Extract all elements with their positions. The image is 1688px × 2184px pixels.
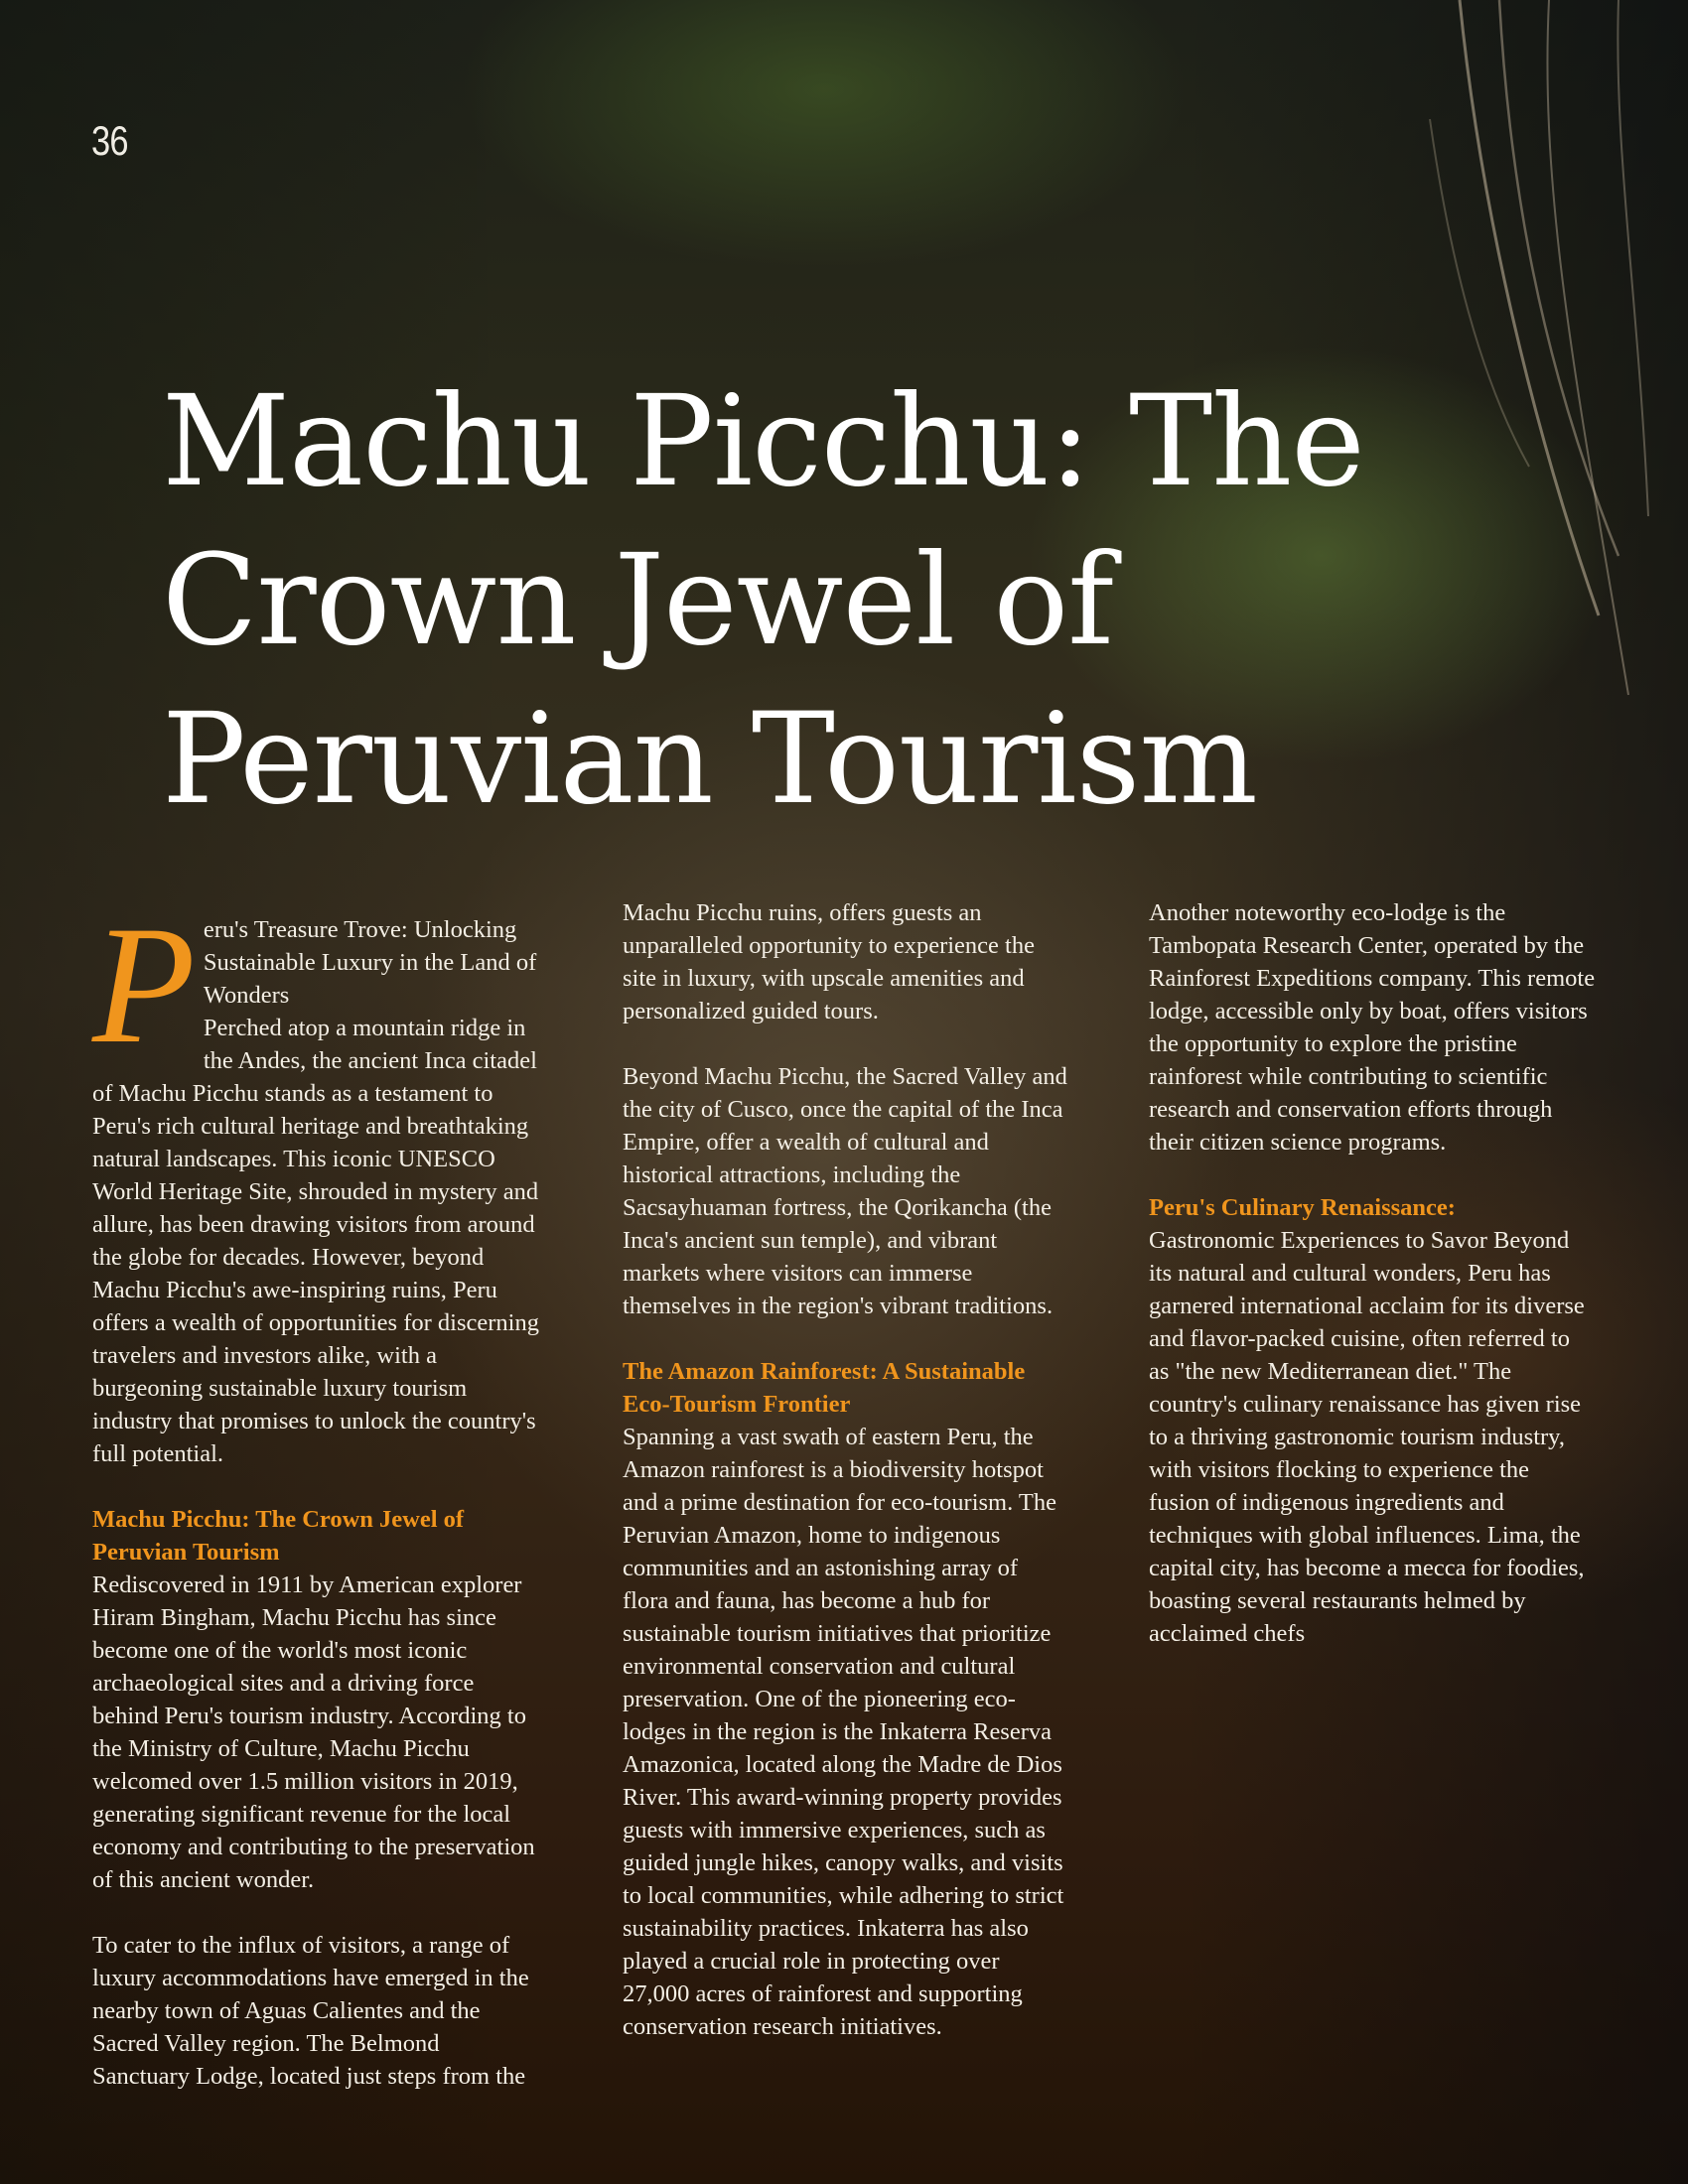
column-2 [623,896,1069,2043]
tambopata-paragraph: Another noteworthy eco-lodge is the Tambopata Research Center, operated by the Rainforest Expeditions company. This remote lodge, accessible only by boat, offers visitors the opportunity to explore the pristine rainforest while contributing to scientific research and conservation efforts through their citizen science programs. [1149,899,1596,1156]
sacred-valley-paragraph: Beyond Machu Picchu, the Sacred Valley and the city of Cusco, once the capital of the Inca Empire, offer a wealth of cultural and historical attractions, including the Sacsayhuaman fortress, the Qorikancha (the Inca's ancient sun temple), and vibrant markets where visitors can immerse themselves in the region's vibrant traditions. [623,1063,1067,1319]
drop-cap: P [92,891,196,1078]
intro-body: Perched atop a mountain ridge in the Andes, the ancient Inca citadel of Machu Picchu stands as a testament to Peru's rich cultural heritage and breathtaking natural landscapes. This iconic UNESCO World Heritage Site, shrouded in mystery and allure, has been drawing visitors from around the globe for decades. However, beyond Machu Picchu's awe-inspiring ruins, Peru offers a wealth of opportunities for discerning travelers and investors alike, with a burgeoning sustainable luxury tourism industry that promises to unlock the country's full potential. [92,1015,539,1467]
jungle-vines-decoration [1390,0,1688,794]
section-heading-machu-picchu: Machu Picchu: The Crown Jewel of Peruvian Tourism [92,1506,465,1566]
section-continued-text-continued: Machu Picchu ruins, offers guests an unparalleled opportunity to experience the site in luxury, with upscale amenities and personalized guided tours. [623,899,1035,1024]
section-heading-amazon: The Amazon Rainforest: A Sustainable Eco-Tourism Frontier [623,1358,1026,1418]
section-heading-culinary: Peru's Culinary Renaissance: [1149,1194,1456,1221]
page-number: 36 [91,117,128,164]
column-3 [1149,896,1596,1650]
section-continued-text: To cater to the influx of visitors, a range of luxury accommodations have emerged in the nearby town of Aguas Calientes and the Sacred Valley region. The Belmond Sanctuary Lodge, located just steps from the [92,1932,529,2090]
section-body-culinary: Gastronomic Experiences to Savor Beyond its natural and cultural wonders, Peru has garnered international acclaim for its diverse and flavor-packed cuisine, often referred to as "the new Mediterranean diet." The country's culinary renaissance has given rise to a thriving gastronomic tourism industry, with visitors flocking to experience the fusion of indigenous ingredients and techniques with global influences. Lima, the capital city, has become a mecca for foodies, boasting several restaurants helmed by acclaimed chefs [1149,1227,1585,1647]
intro-lead: eru's Treasure Trove: Unlocking Sustainable Luxury in the Land of Wonders [203,916,537,1009]
page-title: Machu Picchu: The Crown Jewel of Peruvian Tourism [162,368,1364,832]
section-body-machu-picchu: Rediscovered in 1911 by American explorer Hiram Bingham, Machu Picchu has since become one of the world's most iconic archaeological sites and a driving force behind Peru's tourism industry. According to the Ministry of Culture, Machu Picchu welcomed over 1.5 million visitors in 2019, generating significant revenue for the local economy and contributing to the preservation of this ancient wonder. [92,1571,535,1893]
section-body-amazon: Spanning a vast swath of eastern Peru, the Amazon rainforest is a biodiversity hotspot and a prime destination for eco-tourism. The Peruvian Amazon, home to indigenous communities and an astonishing array of flora and fauna, has become a hub for sustainable tourism initiatives that prioritize environmental conservation and cultural preservation. One of the pioneering eco-lodges in the region is the Inkaterra Reserva Amazonica, located along the Madre de Dios River. This award-winning property provides guests with immersive experiences, such as guided jungle hikes, canopy walks, and visits to local communities, while adhering to strict sustainability practices. Inkaterra has also played a crucial role in protecting over 27,000 acres of rainforest and supporting conservation research initiatives. [623,1424,1064,2040]
column-1 [92,891,539,2093]
